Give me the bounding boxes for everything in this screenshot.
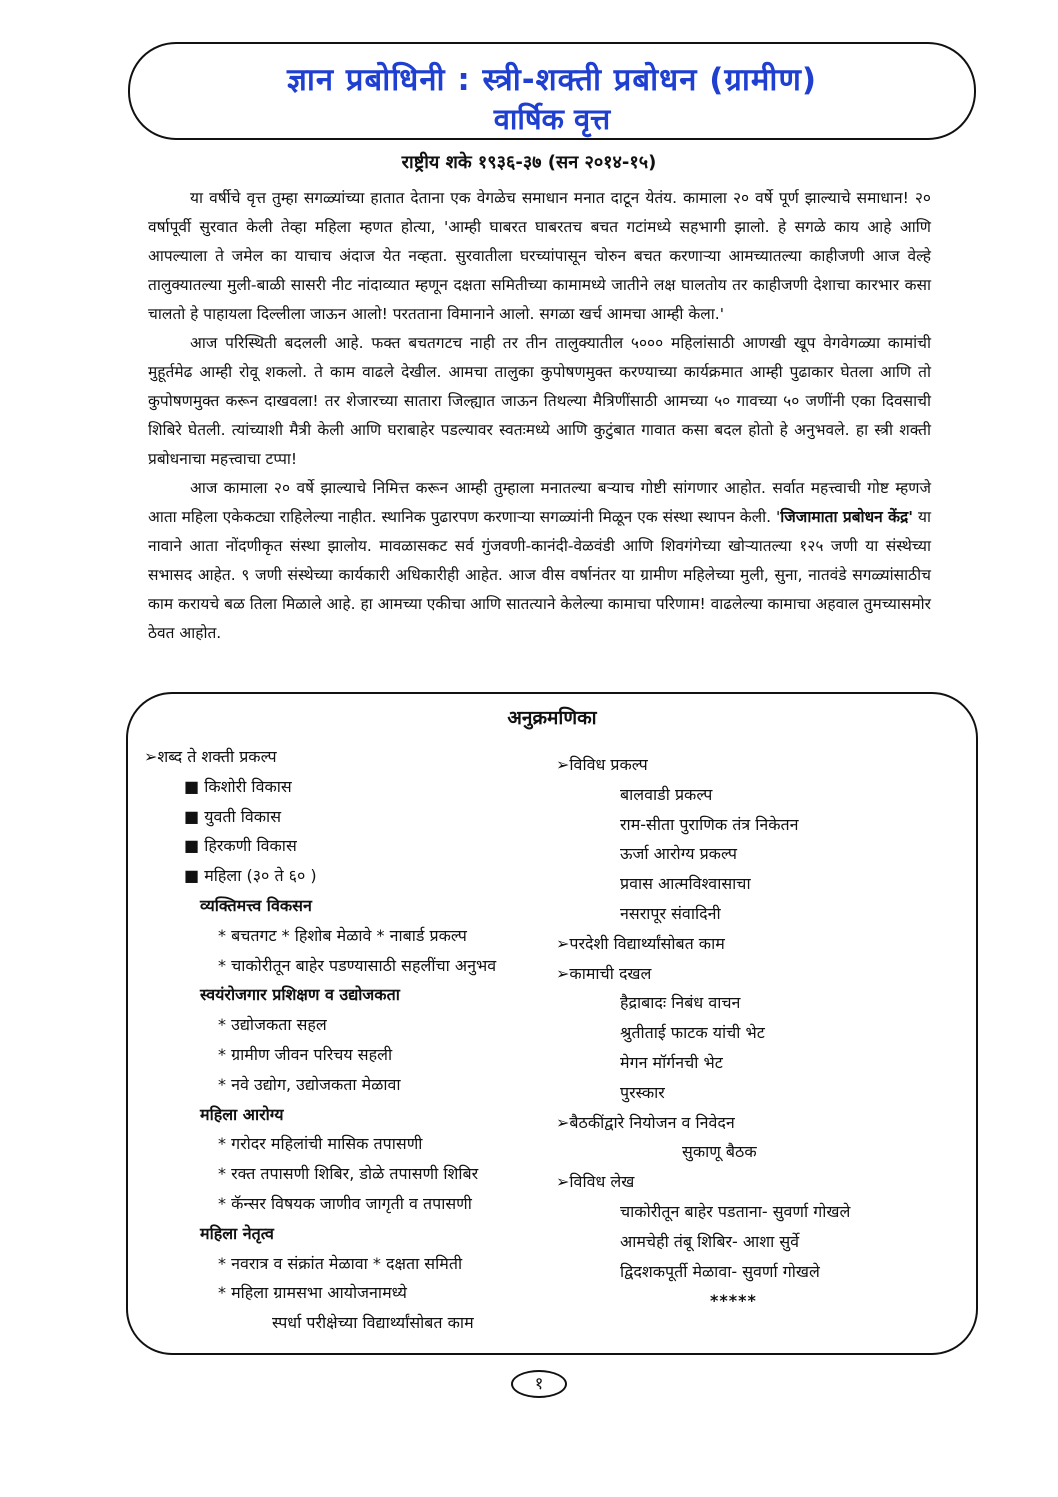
toc-item: ऊर्जा आरोग्य प्रकल्प <box>620 844 737 864</box>
toc-item: ➢विविध प्रकल्प <box>556 755 648 774</box>
page-title-line2: वार्षिक वृत्त <box>493 102 611 136</box>
toc-item: व्यक्तिमत्त्व विकसन <box>200 895 312 915</box>
toc-item: * चाकोरीतून बाहेर पडण्यासाठी सहलींचा अनुभव <box>218 955 497 975</box>
toc-item: बालवाडी प्रकल्प <box>620 784 713 804</box>
toc-item: चाकोरीतून बाहेर पडताना- सुवर्णा गोखले <box>620 1201 851 1221</box>
toc-item: ➢बैठकींद्वारे नियोजन व निवेदन <box>556 1112 735 1132</box>
toc-item: आमचेही तंबू शिबिर- आशा सुर्वे <box>620 1231 800 1251</box>
toc-item: महिला आरोग्य <box>200 1104 284 1124</box>
toc-item: ➢परदेशी विद्यार्थ्यांसोबत काम <box>556 933 725 953</box>
page-subtitle: राष्ट्रीय शके १९३६-३७ (सन २०१४-१५) <box>401 152 657 173</box>
toc-item: नसरापूर संवादिनी <box>620 903 721 923</box>
toc-item: * उद्योजकता सहल <box>218 1015 327 1035</box>
toc-left-column <box>144 742 554 1338</box>
toc-item: ■ महिला (३० ते ६० ) <box>184 866 317 886</box>
toc-item: ■ किशोरी विकास <box>184 776 292 796</box>
table-of-contents <box>126 692 978 1355</box>
toc-item: * नवरात्र व संक्रांत मेळावा * दक्षता समिती <box>218 1253 463 1273</box>
paragraph-3 <box>148 474 931 648</box>
toc-item: मेगन मॉर्गनची भेट <box>620 1052 723 1072</box>
toc-right-column <box>556 750 956 1316</box>
toc-item: राम-सीता पुराणिक तंत्र निकेतन <box>620 814 799 834</box>
toc-item: द्विदशकपूर्ती मेळावा- सुवर्णा गोखले <box>620 1261 820 1281</box>
toc-item: सुकाणू बैठक <box>682 1142 757 1162</box>
toc-item: ■ हिरकणी विकास <box>184 836 297 856</box>
toc-item: ***** <box>710 1291 757 1311</box>
toc-item: * रक्त तपासणी शिबिर, डोळे तपासणी शिबिर <box>218 1164 479 1184</box>
toc-item: ➢विविध लेख <box>556 1172 635 1192</box>
page-title: ज्ञान प्रबोधिनी : स्त्री-शक्ती प्रबोधन (ग्रामीण) <box>286 62 818 98</box>
toc-item: महिला नेतृत्व <box>200 1223 274 1243</box>
toc-item: श्रुतीताई फाटक यांची भेट <box>620 1023 765 1043</box>
toc-item: पुरस्कार <box>620 1082 665 1102</box>
paragraph-3-text-a: आज कामाला २० वर्षे झाल्याचे निमित्त करून आम्ही तुम्हाला मनातल्या बऱ्याच गोष्टी सांगणार आहोत. सर्वात महत्त्वाची गोष्ट म्हणजे आता महिला एकेकट्या राहिलेल्या नाहीत. स्थानिक पुढारपण करणाऱ्या सगळ्यांनी मिळून एक संस्था स्थापन केली. ' <box>148 479 931 526</box>
toc-item: प्रवास आत्मविश्वासाचा <box>620 874 751 894</box>
toc-item: ■ युवती विकास <box>184 806 282 826</box>
paragraph-3-text-b: या नावाने आता नोंदणीकृत संस्था झालोय. मावळासकट सर्व गुंजवणी-कानंदी-वेळवंडी आणि शिवगंगेच्या खोऱ्यातल्या १२५ जणी या संस्थेच्या सभासद आहेत. ९ जणी संस्थेच्या कार्यकारी अधिकारीही आहेत. आज वीस वर्षानंतर या ग्रामीण महिलेच्या मुली, सुना, नातवंडे सगळ्यांसाठीच काम करायचे बळ तिला मिळाले आहे. हा आमच्या एकीचा आणि सातत्याने केलेल्या कामाचा परिणाम! वाढलेल्या कामाचा अहवाल तुमच्यासमोर ठेवत आहोत. <box>148 508 931 642</box>
paragraph-1: या वर्षीचे वृत्त तुम्हा सगळ्यांच्या हातात देताना एक वेगळेच समाधान मनात दाटून येतंय. कामाला २० वर्षे पूर्ण झाल्याचे समाधान! २० वर्षापूर्वी सुरवात केली तेव्हा महिला म्हणत होत्या, 'आम्ही घाबरत घाबरतच बचत गटांमध्ये सहभागी झालो. हे सगळे काय आहे आणि आपल्याला ते जमेल का याचाच अंदाज येत नव्हता. सुरवातीला घरच्यांपासून चोरुन बचत करणाऱ्या आमच्यातल्या काहीजणी आज वेल्हे तालुक्यातल्या मुली-बाळी सासरी नीट नांदाव्यात म्हणून दक्षता समितीच्या कामामध्ये जातीने लक्ष घालतोय तर काहीजणी देशाचा कारभार कसा चालतो हे पाहायला दिल्लीला जाऊन आलो! परतताना विमानाने आलो. सगळा खर्च आमचा आम्ही केला.' <box>148 189 931 323</box>
toc-item: ➢कामाची दखल <box>556 963 652 983</box>
toc-item: स्वयंरोजगार प्रशिक्षण व उद्योजकता <box>200 985 400 1005</box>
toc-item: * बचतगट * हिशोब मेळावे * नाबार्ड प्रकल्प <box>218 925 467 945</box>
toc-item: स्पर्धा परीक्षेच्या विद्यार्थ्यांसोबत काम <box>272 1313 474 1333</box>
toc-item: * गरोदर महिलांची मासिक तपासणी <box>218 1134 423 1154</box>
paragraph-2 <box>148 329 931 474</box>
page-number: १ <box>511 1370 567 1398</box>
toc-item: * महिला ग्रामसभा आयोजनामध्ये <box>218 1283 407 1303</box>
title-box <box>128 42 976 140</box>
toc-item: * नवे उद्योग, उद्योजकता मेळावा <box>218 1074 401 1094</box>
toc-item: ➢शब्द ते शक्ती प्रकल्प <box>144 747 277 766</box>
toc-item: * ग्रामीण जीवन परिचय सहली <box>218 1044 393 1064</box>
toc-title: अनुक्रमणिका <box>507 707 597 729</box>
organization-name: जिजामाता प्रबोधन केंद्र' <box>780 508 914 526</box>
toc-item: हैद्राबादः निबंध वाचन <box>620 993 741 1013</box>
paragraph-2-text: आज परिस्थिती बदलली आहे. फक्त बचतगटच नाही तर तीन तालुक्यातील ५००० महिलांसाठी आणखी खूप वेगवेगळ्या कामांची मुहूर्तमेढ आम्ही रोवू शकलो. ते काम वाढले देखील. आमचा तालुका कुपोषणमुक्त करण्याच्या कार्यक्रमात आम्ही पुढाकार घेतला आणि तो कुपोषणमुक्त करून दाखवला! तर शेजारच्या सातारा जिल्ह्यात जाऊन तिथल्या मैत्रिणींसाठी आमच्या ५० गावच्या ५० जणींनी एका दिवसाची शिबिरे घेतली. त्यांच्याशी मैत्री केली आणि घराबाहेर पडल्यावर स्वतःमध्ये आणि कुटुंबात गावात कसा बदल होतो हे अनुभवले. हा स्त्री शक्ती प्रबोधनाचा महत्त्वाचा टप्पा! <box>148 334 931 468</box>
intro-text <box>148 184 931 648</box>
toc-item: * कॅन्सर विषयक जाणीव जागृती व तपासणी <box>218 1193 472 1213</box>
